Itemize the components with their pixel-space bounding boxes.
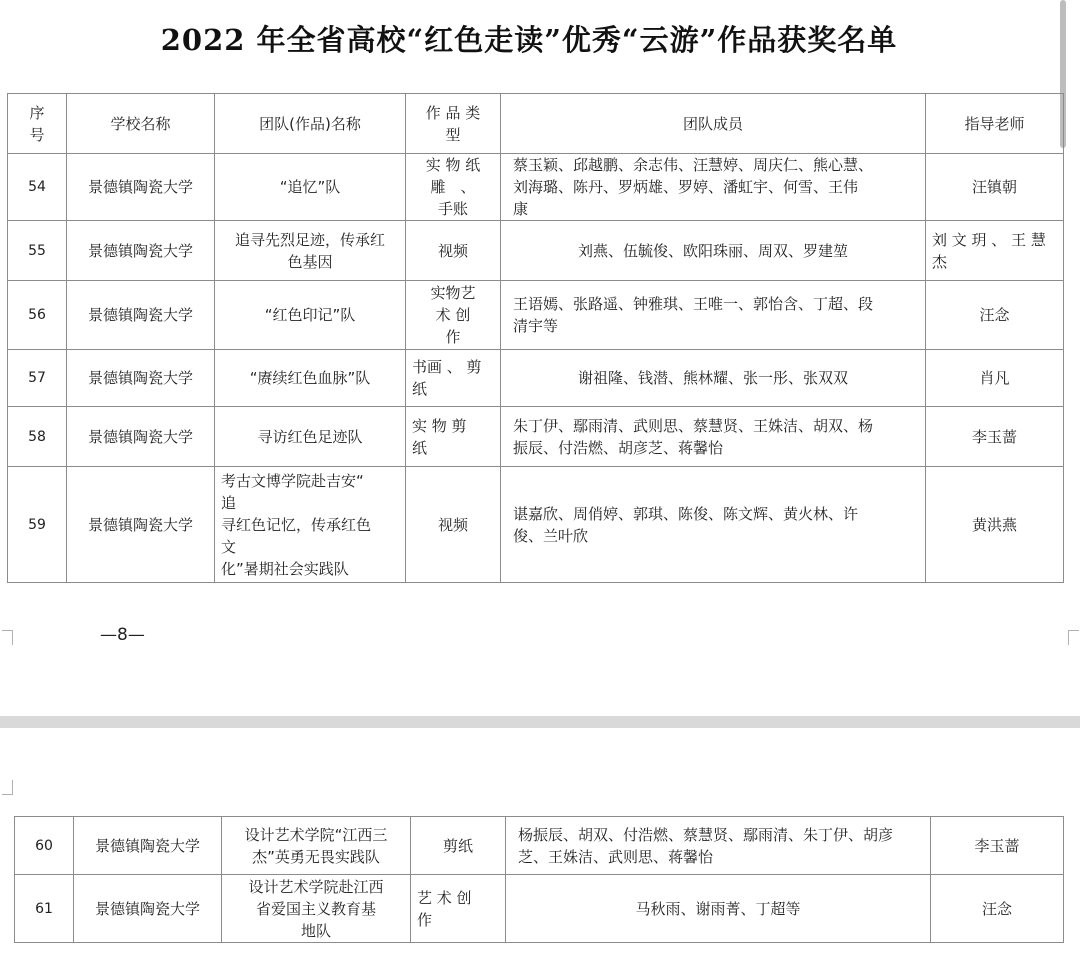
row-advisor: 黄洪燕 — [926, 467, 1064, 583]
table-row — [8, 350, 1064, 407]
row-type: 书画 、 剪 纸 — [406, 350, 501, 407]
row-advisor: 肖凡 — [926, 350, 1064, 407]
table-row — [8, 154, 1064, 221]
row-members: 蔡玉颖、邱越鹏、余志伟、汪慧婷、周庆仁、熊心慧、 刘海璐、陈丹、罗炳雄、罗婷、潘虹宇、何雪、王伟 康 — [501, 154, 926, 221]
row-type: 艺 术 创 作 — [411, 875, 506, 943]
row-team: 追寻先烈足迹，传承红 色基因 — [215, 221, 406, 281]
row-team: “追忆”队 — [215, 154, 406, 221]
crop-mark-left — [2, 630, 13, 645]
table-row — [8, 467, 1064, 583]
row-index: 56 — [8, 281, 67, 350]
table-row — [8, 407, 1064, 467]
awards-table — [7, 93, 1064, 583]
row-team: 考古文博学院赴吉安“ 追 寻红色记忆，传承红色 文 化”暑期社会实践队 — [215, 467, 406, 583]
crop-mark-right — [1068, 630, 1079, 645]
row-members: 谌嘉欣、周俏婷、郭琪、陈俊、陈文辉、黄火林、许 俊、兰叶欣 — [501, 467, 926, 583]
row-advisor: 汪念 — [931, 875, 1064, 943]
row-school: 景德镇陶瓷大学 — [67, 350, 215, 407]
row-school: 景德镇陶瓷大学 — [74, 875, 222, 943]
row-index: 60 — [15, 817, 74, 875]
row-team: 设计艺术学院“江西三 杰”英勇无畏实践队 — [222, 817, 411, 875]
row-members: 谢祖隆、钱潜、熊林耀、张一彤、张双双 — [501, 350, 926, 407]
table-row — [15, 817, 1064, 875]
row-team: “红色印记”队 — [215, 281, 406, 350]
row-members: 朱丁伊、鄢雨清、武则思、蔡慧贤、王姝洁、胡双、杨 振辰、付浩燃、胡彦芝、蒋馨怡 — [501, 407, 926, 467]
crop-mark-left — [2, 780, 13, 795]
document-page-2 — [0, 728, 1080, 958]
row-team: 设计艺术学院赴江西 省爱国主义教育基 地队 — [222, 875, 411, 943]
row-school: 景德镇陶瓷大学 — [67, 281, 215, 350]
row-members: 王语嫣、张路遥、钟雅琪、王唯一、郭怡含、丁超、段 清宇等 — [501, 281, 926, 350]
row-index: 54 — [8, 154, 67, 221]
table-row — [8, 281, 1064, 350]
row-type: 视频 — [406, 221, 501, 281]
row-type: 视频 — [406, 467, 501, 583]
row-type: 实 物 剪 纸 — [406, 407, 501, 467]
row-team: “赓续红色血脉”队 — [215, 350, 406, 407]
row-members: 马秋雨、谢雨菁、丁超等 — [506, 875, 931, 943]
table-row — [15, 875, 1064, 943]
row-school: 景德镇陶瓷大学 — [74, 817, 222, 875]
page-title: 2022 年全省高校“红色走读”优秀“云游”作品获奖名单 — [160, 23, 898, 57]
row-school: 景德镇陶瓷大学 — [67, 407, 215, 467]
row-advisor: 刘 文 玥 、 王 慧 杰 — [926, 221, 1064, 281]
row-index: 61 — [15, 875, 74, 943]
row-team: 寻访红色足迹队 — [215, 407, 406, 467]
header-type: 作 品 类 型 — [406, 94, 501, 154]
row-advisor: 李玉蔷 — [931, 817, 1064, 875]
row-school: 景德镇陶瓷大学 — [67, 154, 215, 221]
table-row — [8, 221, 1064, 281]
page-number: —8— — [100, 625, 145, 645]
header-members: 团队成员 — [501, 94, 926, 154]
header-advisor: 指导老师 — [926, 94, 1064, 154]
row-type: 实 物 纸 雕 、 手账 — [406, 154, 501, 221]
row-index: 57 — [8, 350, 67, 407]
row-members: 刘燕、伍毓俊、欧阳珠丽、周双、罗建堃 — [501, 221, 926, 281]
table-header-row — [8, 94, 1064, 154]
awards-table-continued — [14, 816, 1064, 943]
header-index: 序 号 — [8, 94, 67, 154]
row-advisor: 汪镇朝 — [926, 154, 1064, 221]
row-school: 景德镇陶瓷大学 — [67, 221, 215, 281]
row-members: 杨振辰、胡双、付浩燃、蔡慧贤、鄢雨清、朱丁伊、胡彦 芝、王姝洁、武则思、蒋馨怡 — [506, 817, 931, 875]
header-team: 团队(作品)名称 — [215, 94, 406, 154]
row-index: 59 — [8, 467, 67, 583]
row-advisor: 汪念 — [926, 281, 1064, 350]
row-index: 58 — [8, 407, 67, 467]
row-type: 实物艺 术 创 作 — [406, 281, 501, 350]
page-gap — [0, 716, 1080, 728]
row-school: 景德镇陶瓷大学 — [67, 467, 215, 583]
row-type: 剪纸 — [411, 817, 506, 875]
row-advisor: 李玉蔷 — [926, 407, 1064, 467]
header-school: 学校名称 — [67, 94, 215, 154]
row-index: 55 — [8, 221, 67, 281]
